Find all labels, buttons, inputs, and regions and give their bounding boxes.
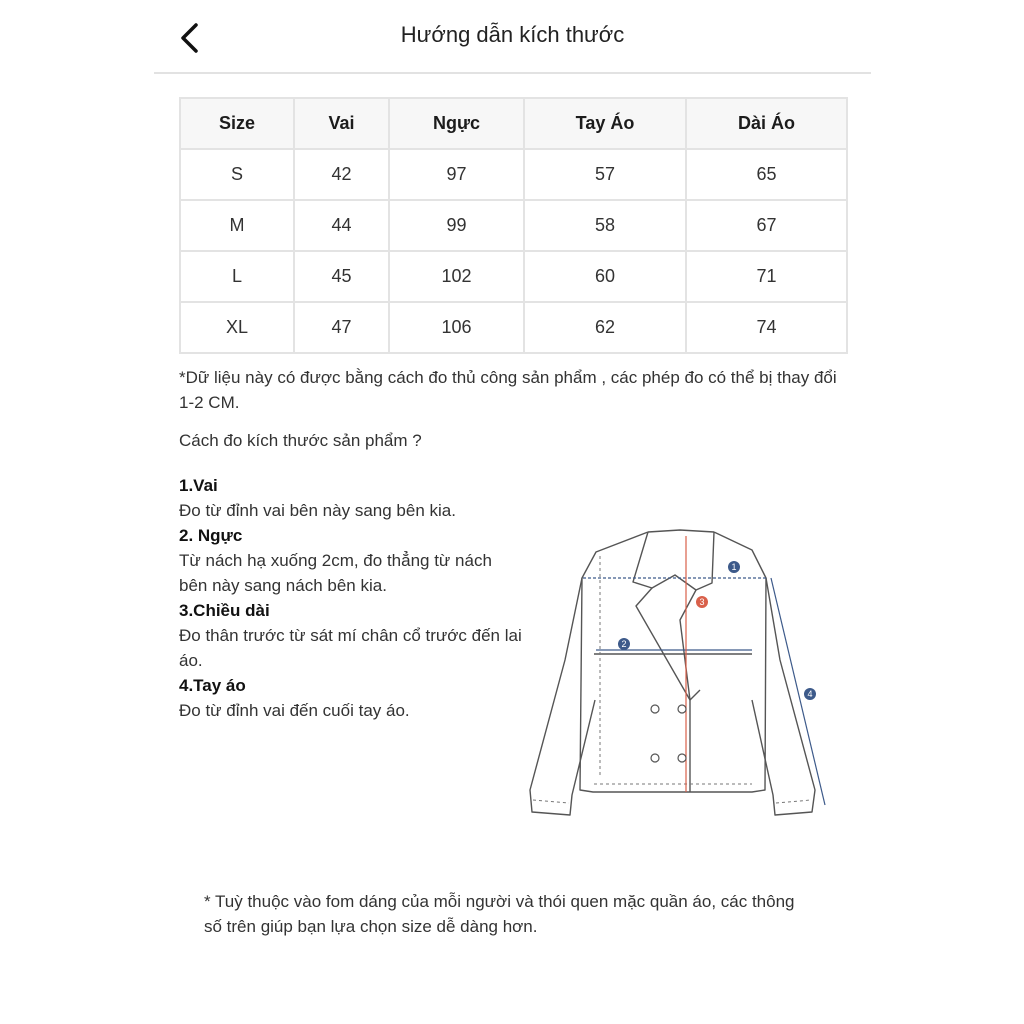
table-cell: M (180, 200, 294, 251)
step-heading: 1.Vai (179, 476, 218, 495)
table-header-cell: Ngực (389, 98, 524, 149)
svg-text:1: 1 (731, 562, 737, 572)
step-description: Từ nách hạ xuống 2cm, đo thẳng từ nách bên này sang nách bên kia. (179, 551, 492, 595)
measurement-note: *Dữ liệu này có được bằng cách đo thủ công sản phẩm , các phép đo có thể bị thay đổi 1-2 CM. (179, 368, 837, 412)
measurement-steps (179, 473, 524, 723)
step-description: Đo từ đỉnh vai đến cuối tay áo. (179, 701, 410, 720)
step-heading: 4.Tay áo (179, 676, 246, 695)
table-cell: 67 (686, 200, 847, 251)
footer-note: * Tuỳ thuộc vào fom dáng của mỗi người và thói quen mặc quần áo, các thông số trên giúp bạn lựa chọn size dễ dàng hơn. (204, 892, 795, 936)
table-cell: L (180, 251, 294, 302)
marker-1 (728, 561, 740, 573)
table-row (180, 149, 847, 200)
table-header-cell: Dài Áo (686, 98, 847, 149)
table-header-cell: Tay Áo (524, 98, 686, 149)
page-title: Hướng dẫn kích thước (400, 22, 625, 47)
table-cell: 44 (294, 200, 389, 251)
table-cell: XL (180, 302, 294, 353)
table-header-row (180, 98, 847, 149)
table-header-cell: Vai (294, 98, 389, 149)
step-heading: 2. Ngực (179, 526, 243, 545)
svg-text:3: 3 (699, 597, 705, 607)
table-cell: 65 (686, 149, 847, 200)
table-header-cell: Size (180, 98, 294, 149)
table-cell: 58 (524, 200, 686, 251)
marker-2 (618, 638, 630, 650)
header-bar (154, 0, 871, 74)
table-cell: 57 (524, 149, 686, 200)
marker-3 (696, 596, 708, 608)
table-cell: 62 (524, 302, 686, 353)
table-cell: 102 (389, 251, 524, 302)
step-description: Đo từ đỉnh vai bên này sang bên kia. (179, 501, 456, 520)
table-row (180, 251, 847, 302)
how-to-heading: Cách đo kích thước sản phẩm ? (179, 431, 422, 450)
table-row (180, 302, 847, 353)
table-cell: 47 (294, 302, 389, 353)
svg-text:4: 4 (807, 689, 813, 699)
table-cell: S (180, 149, 294, 200)
marker-4 (804, 688, 816, 700)
table-cell: 42 (294, 149, 389, 200)
table-cell: 99 (389, 200, 524, 251)
step-heading: 3.Chiều dài (179, 601, 270, 620)
size-table (179, 97, 848, 354)
table-cell: 106 (389, 302, 524, 353)
table-cell: 97 (389, 149, 524, 200)
jacket-diagram (520, 520, 840, 820)
table-cell: 60 (524, 251, 686, 302)
table-cell: 74 (686, 302, 847, 353)
step-description: Đo thân trước từ sát mí chân cổ trước đến lai áo. (179, 626, 522, 670)
table-row (180, 200, 847, 251)
table-cell: 45 (294, 251, 389, 302)
svg-text:2: 2 (621, 639, 627, 649)
table-cell: 71 (686, 251, 847, 302)
